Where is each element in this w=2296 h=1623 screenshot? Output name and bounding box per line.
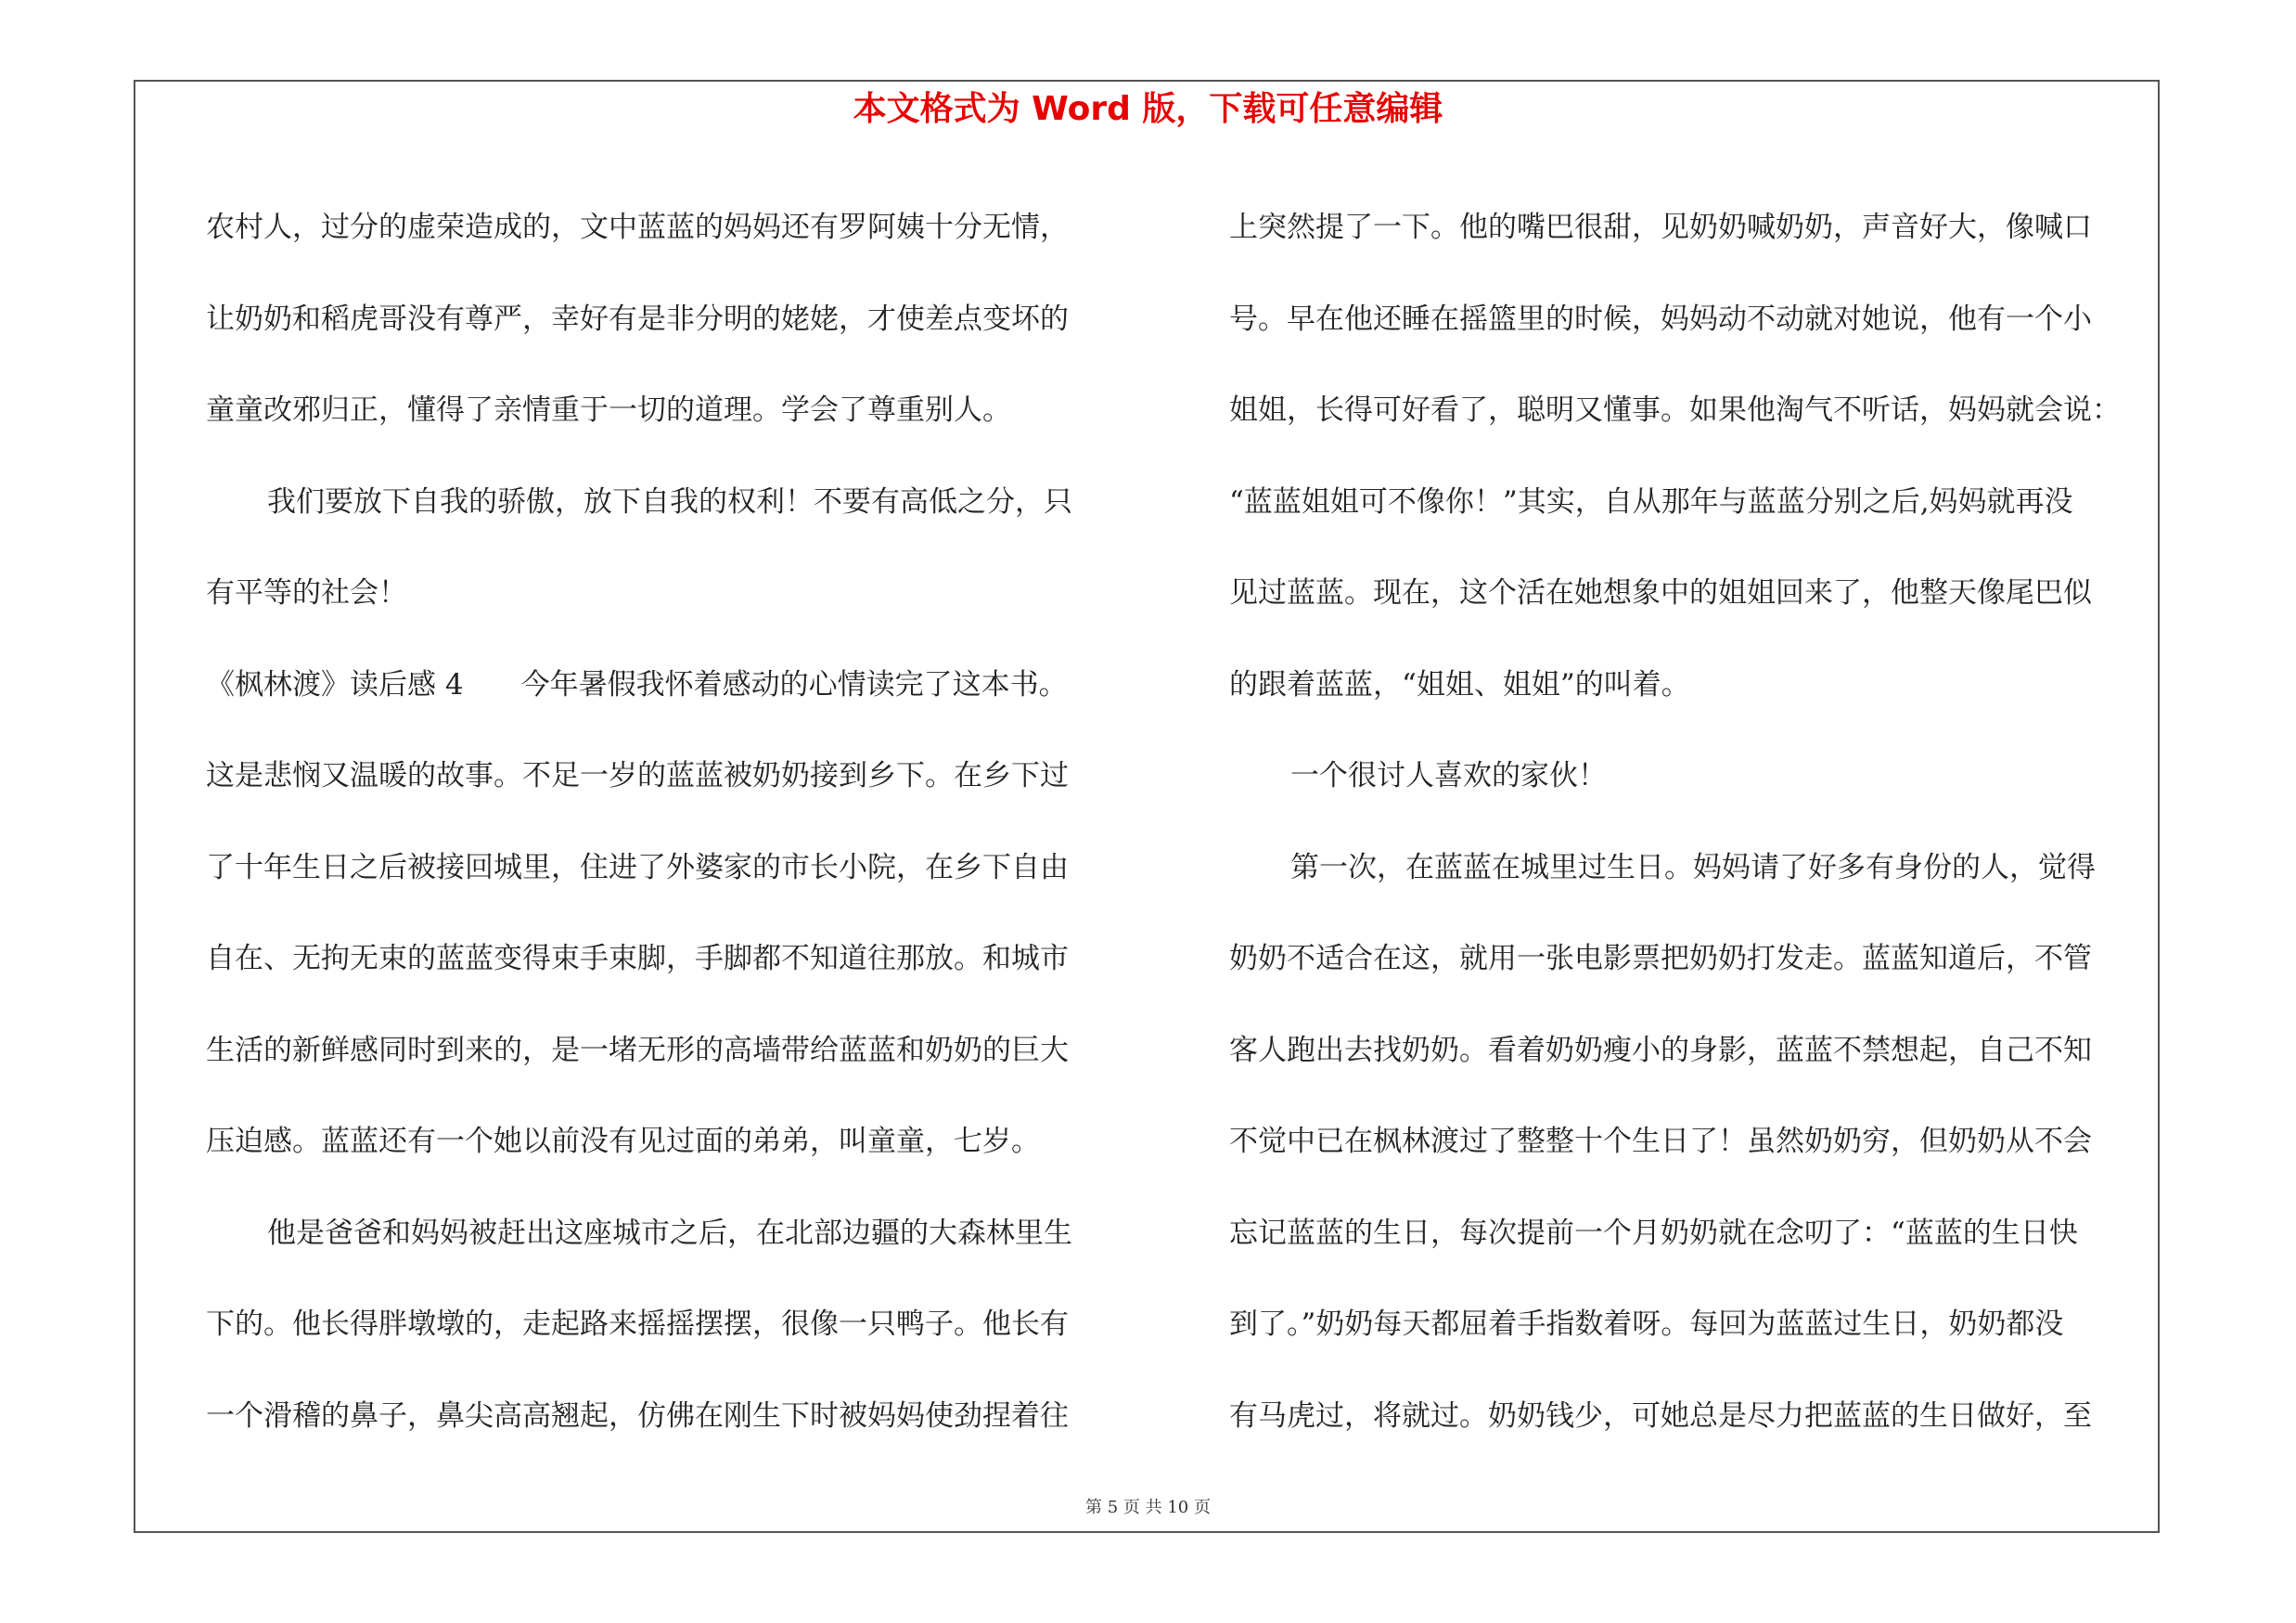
word-format-banner: 本文格式为 Word 版，下载可任意编辑 [853,90,1443,128]
text-line: 姐姐，长得可好看了，聪明又懂事。如果他淘气不听话，妈妈就会说： [1229,393,2121,427]
text-line: 一个很讨人喜欢的家伙！ [1290,759,1607,792]
text-line: 上突然提了一下。他的嘴巴很甜，见奶奶喊奶奶，声音好大，像喊口 [1229,211,2092,244]
text-line: 一个滑稽的鼻子，鼻尖高高翘起，仿佛在刚生下时被妈妈使劲捏着往 [206,1398,1069,1433]
text-line: 号。早在他还睡在摇篮里的时候，妈妈动不动就对她说，他有一个小 [1229,302,2092,336]
text-line: 客人跑出去找奶奶。看着奶奶瘦小的身影，蓝蓝不禁想起，自己不知 [1229,1033,2092,1067]
right-text-column [1229,182,2166,1462]
text-line: “蓝蓝姐姐可不像你！”其实，自从那年与蓝蓝分别之后,妈妈就再没 [1229,484,2073,519]
text-line: 他是爸爸和妈妈被赶出这座城市之后，在北部边疆的大森林里生 [267,1216,1072,1250]
text-line: 忘记蓝蓝的生日，每次提前一个月奶奶就在念叨了：“蓝蓝的生日快 [1229,1216,2078,1250]
text-line: 下的。他长得胖墩墩的，走起路来摇摇摆摆，很像一只鸭子。他长有 [206,1307,1069,1341]
text-line: 了十年生日之后被接回城里，住进了外婆家的市长小院，在乡下自由 [206,850,1069,884]
text-line: 我们要放下自我的骄傲，放下自我的权利！不要有高低之分，只 [267,484,1072,519]
text-line: 自在、无拘无束的蓝蓝变得束手束脚，手脚都不知道往那放。和城市 [206,942,1069,975]
text-line: 生活的新鲜感同时到来的，是一堵无形的高墙带给蓝蓝和奶奶的巨大 [206,1033,1069,1067]
text-line: 不觉中已在枫林渡过了整整十个生日了！虽然奶奶穷，但奶奶从不会 [1229,1125,2092,1158]
text-line: 农村人，过分的虚荣造成的，文中蓝蓝的妈妈还有罗阿姨十分无情， [206,211,1069,244]
text-line: 童童改邪归正，懂得了亲情重于一切的道理。学会了尊重别人。 [206,393,1011,427]
text-line: 见过蓝蓝。现在，这个活在她想象中的姐姐回来了，他整天像尾巴似 [1229,576,2092,610]
text-line: 有马虎过，将就过。奶奶钱少，可她总是尽力把蓝蓝的生日做好，至 [1229,1398,2092,1433]
left-text-column [206,182,1143,1462]
text-line: 这是悲悯又温暖的故事。不足一岁的蓝蓝被奶奶接到乡下。在乡下过 [206,759,1069,792]
text-line: 有平等的社会！ [206,576,407,610]
text-line: 第一次，在蓝蓝在城里过生日。妈妈请了好多有身份的人，觉得 [1290,850,2096,884]
text-line: 压迫感。蓝蓝还有一个她以前没有见过面的弟弟，叫童童，七岁。 [206,1125,1040,1158]
text-line: 让奶奶和稻虎哥没有尊严，幸好有是非分明的姥姥，才使差点变坏的 [206,302,1069,336]
text-line: 《枫林渡》读后感 4 今年暑假我怀着感动的心情读完了这本书。 [206,667,1068,702]
page-number-footer: 第 5 页 共 10 页 [1085,1498,1211,1517]
text-line: 到了。”奶奶每天都屈着手指数着呀。每回为蓝蓝过生日，奶奶都没 [1229,1307,2064,1341]
text-line: 的跟着蓝蓝，“姐姐、姐姐”的叫着。 [1229,667,1690,702]
text-line: 奶奶不适合在这，就用一张电影票把奶奶打发走。蓝蓝知道后，不管 [1229,942,2092,975]
